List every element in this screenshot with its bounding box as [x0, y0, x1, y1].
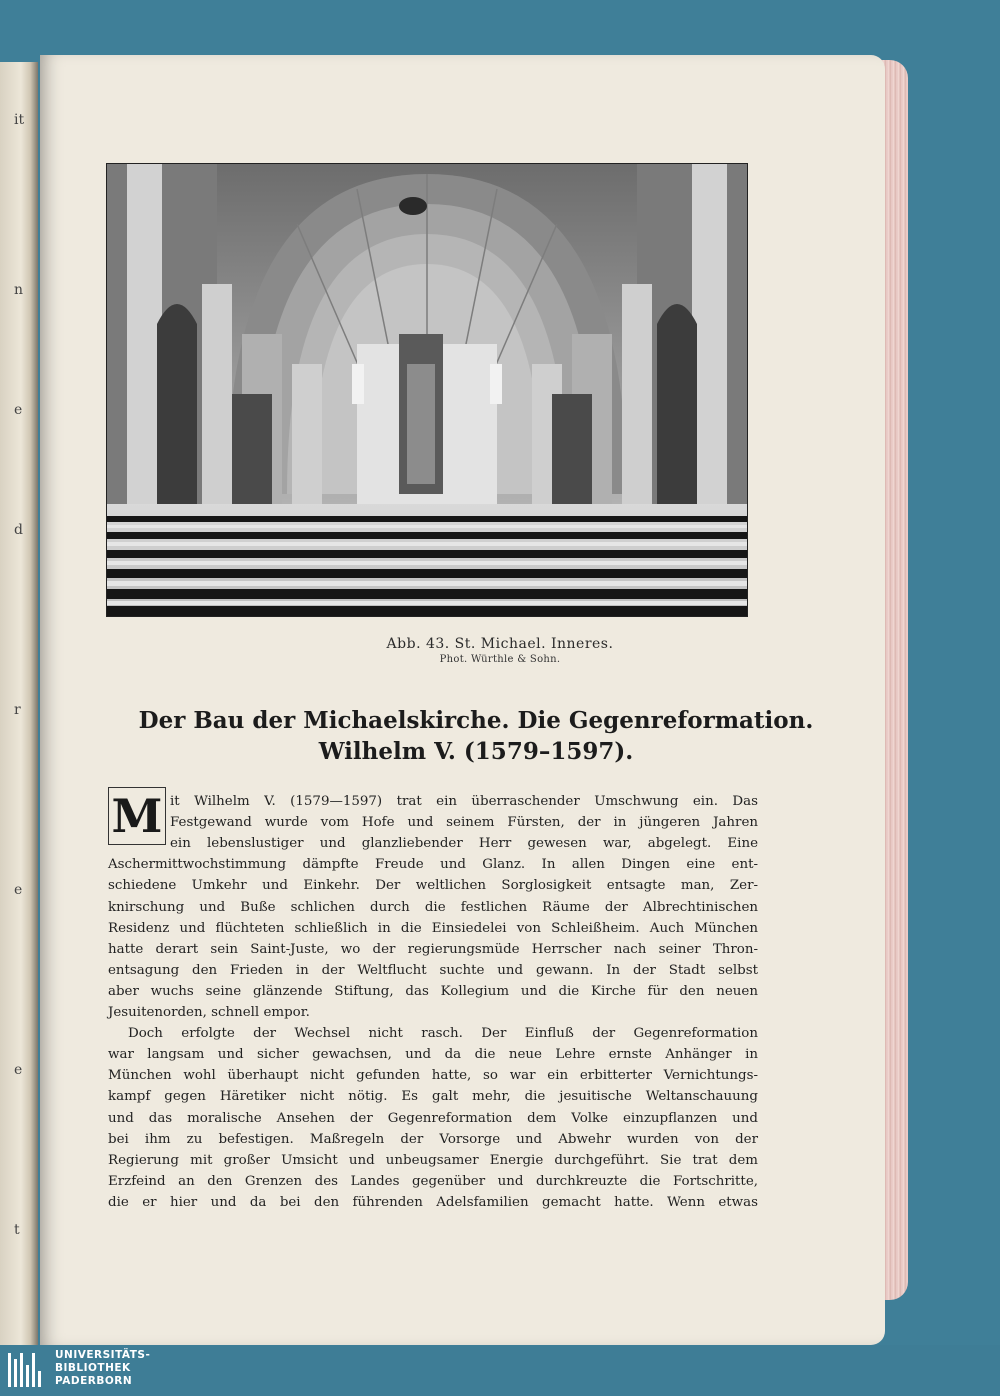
library-logo-text [55, 1349, 150, 1388]
church-interior-photo [106, 163, 748, 617]
text-line: it Wilhelm V. (1579—1597) trat ein überraschender Umschwung ein. Das [170, 794, 758, 809]
text-line: entsagung den Frieden in der Weltflucht suchte und gewann. In der Stadt selbst [108, 962, 758, 978]
left-page-fragment: r [14, 702, 21, 718]
logo-line: PADERBORN [55, 1375, 133, 1387]
text-line: die er hier und da bei den führenden Adelsfamilien gemacht hatte. Wenn etwas [108, 1194, 758, 1210]
photo-credit: Phot. Würthle & Sohn. [439, 654, 561, 665]
left-page-edge [0, 62, 38, 1362]
text-line: war langsam und sicher gewachsen, und da die neue Lehre ernste Anhänger in [108, 1047, 758, 1063]
logo-line: UNIVERSITÄTS- [55, 1349, 151, 1361]
initial-letter: M [111, 789, 163, 843]
text-line: kampf gegen Häretiker nicht nötig. Es galt mehr, die jesuitische Weltanschauung [108, 1089, 758, 1105]
text-line: bei ihm zu befestigen. Maßregeln der Vorsorge und Abwehr wurden von der [108, 1131, 758, 1147]
text-line: Aschermittwochstimmung dämpfte Freude und Glanz. In allen Dingen eine ent- [108, 857, 758, 873]
text-line: ein lebenslustiger und glanzliebender Herr gewesen war, abgelegt. Eine [170, 836, 758, 852]
heading-line-2: Wilhelm V. (1579–1597). [318, 738, 634, 765]
text-line: Jesuitenorden, schnell empor. [108, 1005, 310, 1020]
left-page-fragment: e [14, 1062, 23, 1078]
ornamental-initial [108, 787, 166, 845]
text-line: Erzfeind an den Grenzen des Landes gegenüber und durchkreuzte die Fortschritte, [108, 1173, 758, 1189]
left-page-fragment: it [14, 112, 25, 128]
text-line: Regierung mit großer Umsicht und unbeugsamer Energie durchgeführt. Sie trat dem [108, 1152, 758, 1168]
figure-caption: Abb. 43. St. Michael. Inneres. [386, 636, 614, 652]
library-logo-icon [6, 1349, 48, 1391]
left-page-fragment: n [14, 282, 24, 298]
left-page-fragment: e [14, 882, 23, 898]
heading-line-1: Der Bau der Michaelskirche. Die Gegenreformation. [138, 707, 814, 734]
text-line: Doch erfolgte der Wechsel nicht rasch. Der Einfluß der Gegenreformation [128, 1026, 758, 1042]
chapter-heading [100, 705, 852, 767]
text-line: München wohl überhaupt nicht gefunden hatte, so war ein erbitterter Vernichtungs- [108, 1068, 758, 1084]
text-line: hatte derart sein Saint-Juste, wo der regierungsmüde Herrscher nach seiner Thron- [108, 941, 758, 957]
left-page-fragment: e [14, 402, 23, 418]
text-line: Festgewand wurde vom Hofe und seinem Fürsten, der in jüngeren Jahren [170, 815, 758, 831]
text-line: knirschung und Buße schlichen durch die festlichen Räume der Albrechtinischen [108, 899, 758, 915]
text-line: und das moralische Ansehen der Gegenreformation dem Volke einzupflanzen und [108, 1110, 758, 1126]
left-page-fragment: d [14, 522, 23, 538]
logo-line: BIBLIOTHEK [55, 1362, 131, 1374]
text-line: aber wuchs seine glänzende Stiftung, das Kollegium und die Kirche für den neuen [108, 983, 758, 999]
text-line: Residenz und flüchteten schließlich in die Einsiedelei von Schleißheim. Auch München [108, 920, 758, 936]
left-page-fragment: t [14, 1222, 20, 1238]
text-line: schiedene Umkehr und Einkehr. Der weltlichen Sorglosigkeit entsagte man, Zer- [108, 878, 758, 894]
